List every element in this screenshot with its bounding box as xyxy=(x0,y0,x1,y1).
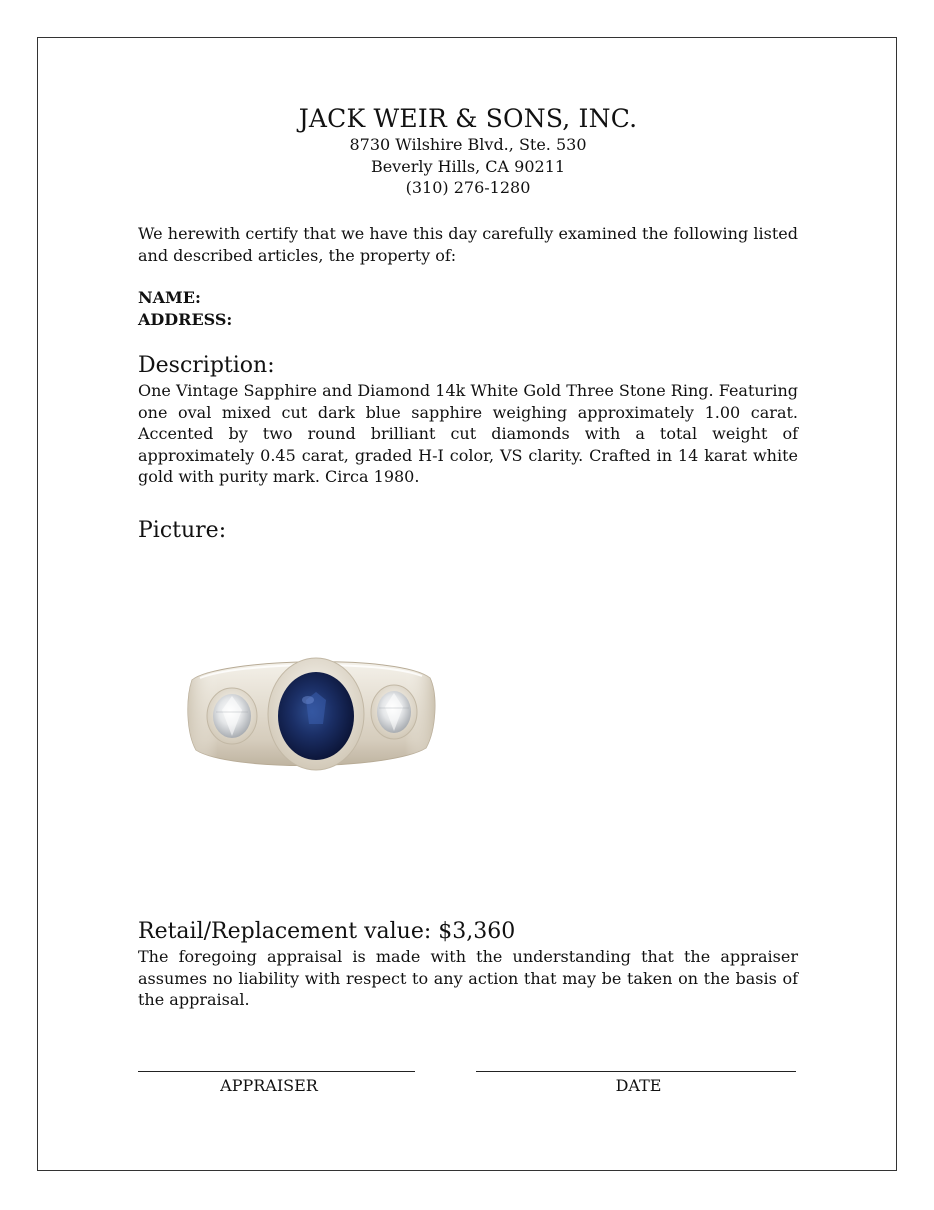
company-name: JACK WEIR & SONS, INC. xyxy=(298,104,638,133)
valuation-amount: $3,360 xyxy=(438,919,516,944)
appraiser-signature-line xyxy=(138,1071,415,1072)
description-heading: Description: xyxy=(138,353,275,378)
liability-disclaimer: The foregoing appraisal is made with the understanding that the appraiser assumes no liability with respect to any action that may be taken on the basis of the appraisal. xyxy=(138,947,798,1009)
address-row xyxy=(138,309,798,331)
valuation-line xyxy=(138,918,798,946)
picture-heading: Picture: xyxy=(138,518,227,543)
address-label: ADDRESS: xyxy=(138,309,233,329)
description-text: One Vintage Sapphire and Diamond 14k White Gold Three Stone Ring. Featuring one oval mixed cut dark blue sapphire weighing approximately 1.00 carat. Accented by two round brilliant cut diamonds with a total weight of approximately 0.45 carat, graded H-I color, VS clarity. Crafted in 14 karat white gold with purity mark. Circa 1980. xyxy=(138,381,798,486)
certification-statement: We herewith certify that we have this day carefully examined the following listed and described articles, the property of: xyxy=(138,224,798,265)
ring-illustration xyxy=(180,640,442,780)
ring-photo xyxy=(180,640,442,780)
owner-info xyxy=(138,287,798,330)
city-state-zip: Beverly Hills, CA 90211 xyxy=(370,156,566,176)
phone-number: (310) 276-1280 xyxy=(405,178,531,197)
date-signature-line xyxy=(476,1071,796,1072)
name-label: NAME: xyxy=(138,288,201,307)
name-row xyxy=(138,287,798,309)
street-address: 8730 Wilshire Blvd., Ste. 530 xyxy=(349,135,587,154)
letterhead xyxy=(138,104,798,199)
valuation-label: Retail/Replacement value: xyxy=(138,919,432,944)
date-label: DATE xyxy=(615,1076,662,1095)
appraiser-label: APPRAISER xyxy=(220,1076,318,1095)
